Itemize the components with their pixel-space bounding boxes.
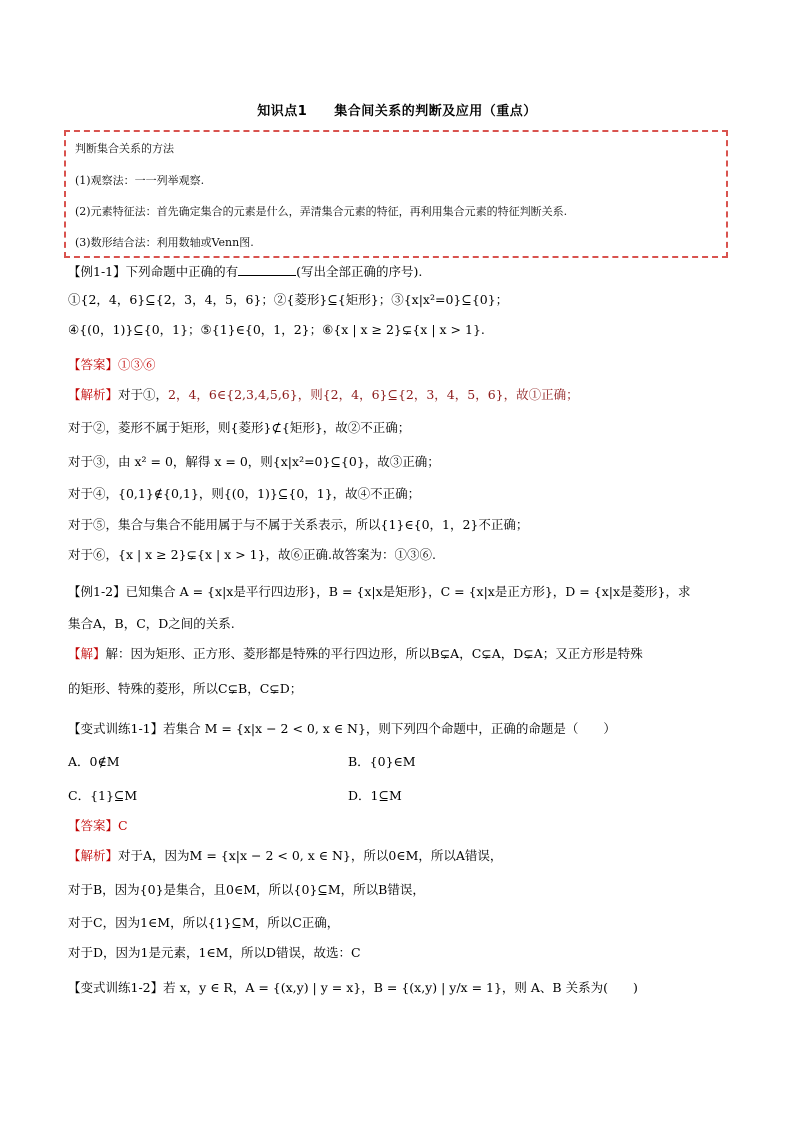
option-b: B．{0}∈M (348, 754, 416, 769)
example-1-2-solution: 的矩形、特殊的菱形，所以C⊊B，C⊊D； (68, 681, 303, 696)
analysis-line: 对于②，菱形不属于矩形，则{菱形}⊄{矩形}，故②不正确； (68, 420, 411, 435)
analysis-line: 对于③，由 x² = 0，解得 x = 0，则{x|x²=0}⊆{0}，故③正确； (68, 454, 440, 469)
analysis-line: 对于④，{0,1}∉{0,1}，则{(0，1)}⊆{0，1}，故④不正确； (68, 486, 421, 501)
page-title: 知识点1 集合间关系的判断及应用（重点） (257, 104, 537, 119)
answer-blank (238, 263, 296, 276)
analysis-tag: 【解析】 (68, 848, 119, 863)
variant-1-2-question: 【变式训练1-2】若 x，y ∈ R，A = {(x,y) | y = x}，B = {(x,y) | y/x = 1}，则 A、B 关系为( ) (68, 980, 638, 995)
example-1-2-solution: 【解】解：因为矩形、正方形、菱形都是特殊的平行四边形，所以B⊊A，C⊊A，D⊊A；又正方形是特殊 (68, 646, 643, 661)
answer-tag: 【答案】 (68, 818, 119, 833)
variant-1-1-answer: 【答案】C (68, 818, 128, 833)
option-c: C．{1}⊆M (68, 788, 138, 803)
example-1-2-question: 【例1-2】已知集合 A = {x|x是平行四边形}，B = {x|x是矩形}，C = {x|x是正方形}，D = {x|x是菱形}，求 (68, 584, 691, 599)
method-item: (2)元素特征法：首先确定集合的元素是什么，弄清集合元素的特征，再利用集合元素的特征判断关系. (75, 205, 568, 218)
option-d: D．1⊆M (348, 788, 402, 803)
example-1-1-options: ④{(0，1)}⊆{0，1}；⑤{1}∈{0，1，2}；⑥{x | x ≥ 2}⊊{x | x > 1}. (68, 322, 485, 337)
example-1-1-options: ①{2，4，6}⊆{2，3，4，5，6}；②{菱形}⊆{矩形}；③{x|x²=0}⊆{0}； (68, 292, 509, 307)
analysis-line: 对于D，因为1是元素，1∈M，所以D错误，故选：C (68, 945, 361, 960)
variant-1-1-question: 【变式训练1-1】若集合 M = {x|x − 2 < 0, x ∈ N}，则下列四个命题中，正确的命题是（ ） (68, 721, 616, 736)
analysis-line: 对于B，因为{0}是集合，且0∈M，所以{0}⊆M，所以B错误， (68, 882, 425, 897)
method-box (64, 130, 728, 258)
analysis-line: 对于⑤，集合与集合不能用属于与不属于关系表示，所以{1}∈{0，1，2}不正确； (68, 517, 529, 532)
method-item: (1)观察法：一一列举观察. (75, 174, 205, 187)
example-1-2-question: 集合A，B，C，D之间的关系. (68, 616, 235, 631)
example-tag: 【例1-1】 (68, 264, 126, 279)
option-a: A．0∉M (68, 754, 120, 769)
analysis-line: 对于⑥，{x | x ≥ 2}⊊{x | x > 1}，故⑥正确.故答案为：①③⑥. (68, 547, 436, 562)
example-1-1-question: 【例1-1】下列命题中正确的有 (写出全部正确的序号). (68, 264, 423, 279)
answer-tag: 【答案】 (68, 357, 119, 372)
variant-tag: 【变式训练1-2】 (68, 980, 164, 995)
variant-tag: 【变式训练1-1】 (68, 721, 164, 736)
method-heading: 判断集合关系的方法 (75, 142, 174, 155)
analysis-tag: 【解析】 (68, 387, 119, 402)
variant-1-1-analysis: 【解析】对于A，因为M = {x|x − 2 < 0, x ∈ N}，所以0∈M，所以A错误， (68, 848, 503, 863)
solution-tag: 【解】 (68, 646, 106, 661)
example-1-1-answer: 【答案】①③⑥ (68, 357, 156, 372)
example-1-1-analysis: 【解析】对于①，2，4，6∈{2,3,4,5,6}，则{2，4，6}⊆{2，3，4，5，6}，故①正确； (68, 387, 579, 402)
method-item: (3)数形结合法：利用数轴或Venn图. (75, 236, 254, 249)
example-tag: 【例1-2】 (68, 584, 126, 599)
analysis-line: 对于C，因为1∈M，所以{1}⊆M，所以C正确， (68, 915, 340, 930)
